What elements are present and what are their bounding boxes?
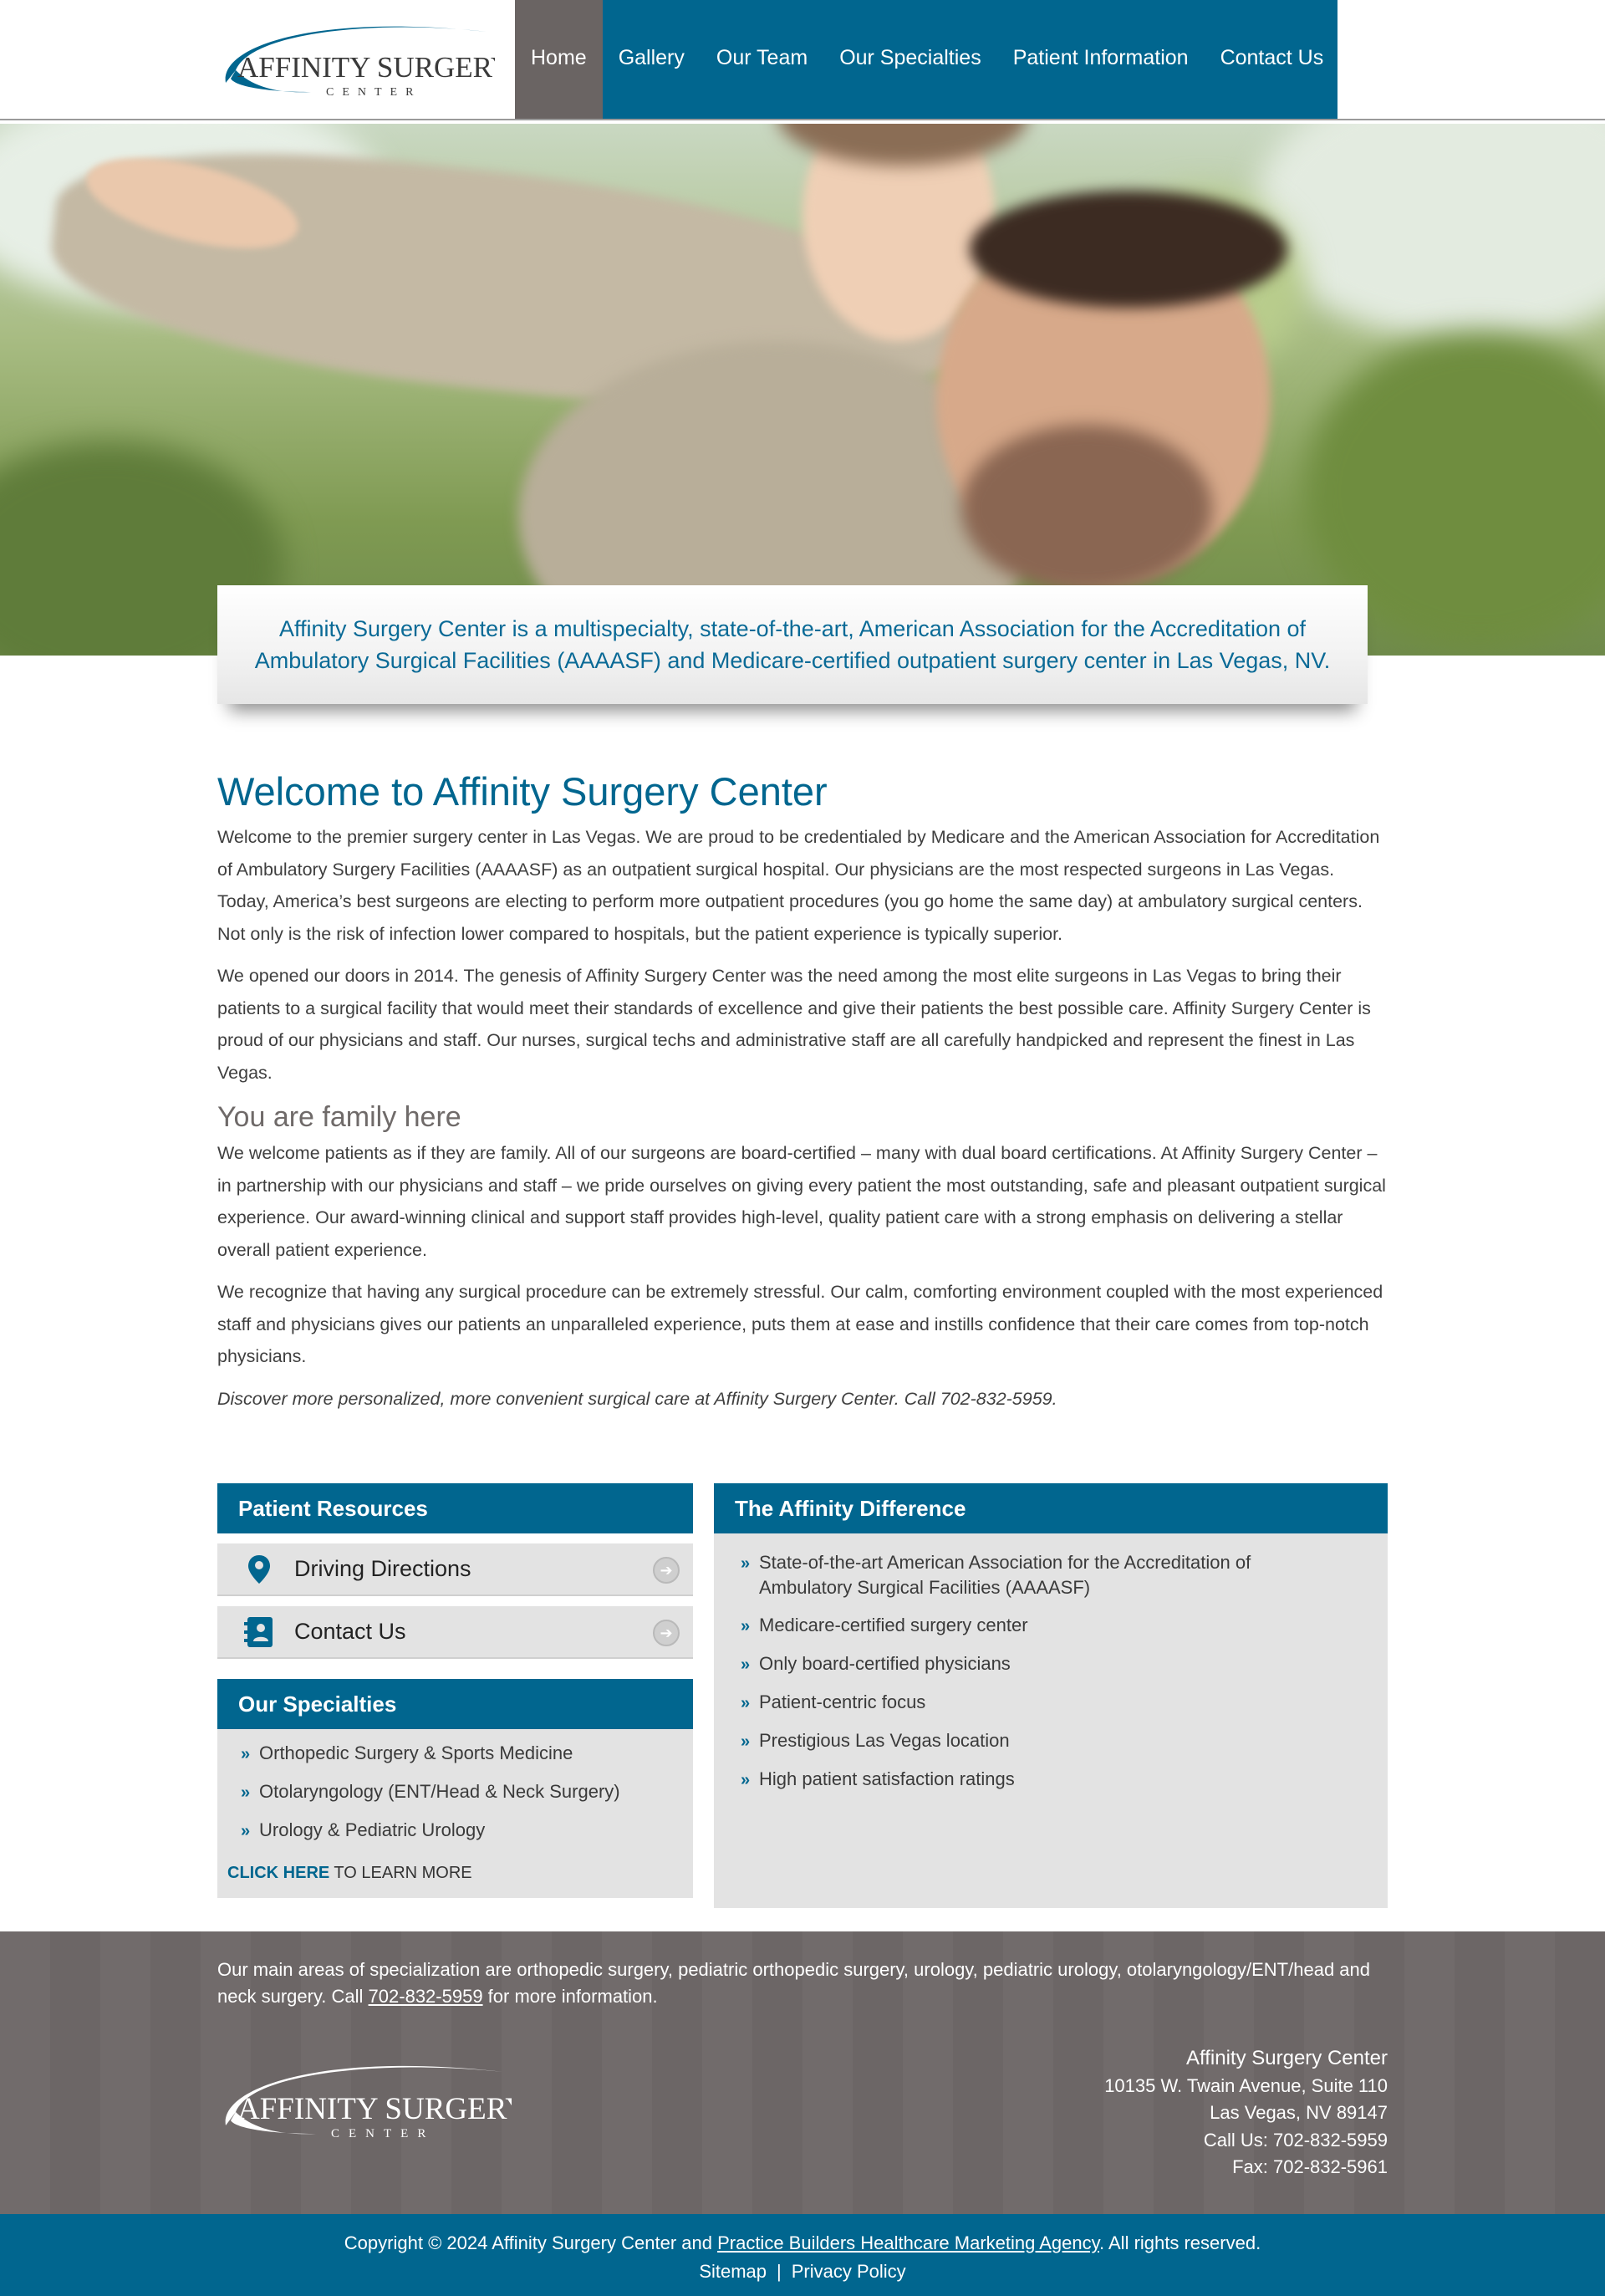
double-chevron-icon: » [241, 1822, 251, 1840]
footer-specialization-text [217, 1957, 1388, 2010]
footer-links [0, 2258, 1605, 2286]
footer-text-after: for more information. [482, 1986, 658, 2007]
list-item [741, 1690, 1388, 1716]
site-header [0, 0, 1605, 120]
family-paragraph: We welcome patients as if they are family. All of our surgeons are board-certified – many with dual board certifications. At Affinity Surgery Center – in partnership with our physicians and staff – we pride ourselves on giving every patient the most outstanding, safe and pleasant outpatient surgical experience. Our award-winning clinical and support staff provides high-level, quality patient care with a strong emphasis on delivering a stellar overall patient experience. [217, 1143, 1386, 1260]
link-separator: | [777, 2261, 782, 2282]
map-pin-icon [234, 1544, 284, 1594]
list-item[interactable] [217, 1779, 693, 1805]
double-chevron-icon: » [741, 1771, 751, 1789]
specialties-heading: Our Specialties [217, 1679, 693, 1729]
double-chevron-icon: » [741, 1554, 751, 1573]
address-name: Affinity Surgery Center [1186, 2047, 1388, 2069]
specialty-label: Urology & Pediatric Urology [259, 1819, 486, 1840]
specialty-label: Otolaryngology (ENT/Head & Neck Surgery) [259, 1781, 620, 1802]
sitemap-link[interactable]: Sitemap [699, 2261, 767, 2282]
left-column [217, 1483, 693, 1898]
list-item[interactable] [217, 1741, 693, 1767]
list-item [741, 1550, 1388, 1600]
difference-label: Medicare-certified surgery center [759, 1615, 1028, 1635]
list-item [741, 1728, 1388, 1754]
list-item [741, 1613, 1388, 1639]
double-chevron-icon: » [741, 1732, 751, 1751]
list-item [741, 1651, 1388, 1677]
care-paragraph: We recognize that having any surgical procedure can be extremely stressful. Our calm, comforting environment coupled with the most experienced staff and physicians gives our patients an unparalleled experience, puts them at ease and instills confidence that their care comes from top-notch physicians. [217, 1282, 1383, 1366]
specialties-box [217, 1679, 693, 1898]
privacy-policy-link[interactable]: Privacy Policy [791, 2261, 906, 2282]
nav-our-team[interactable]: Our Team [716, 46, 808, 69]
contact-us-link[interactable] [217, 1606, 693, 1659]
affinity-difference-heading: The Affinity Difference [714, 1483, 1388, 1533]
contact-us-label: Contact Us [294, 1619, 406, 1644]
contact-book-icon [234, 1607, 284, 1657]
specialty-label: Orthopedic Surgery & Sports Medicine [259, 1742, 573, 1763]
address-fax: Fax: 702-832-5961 [1232, 2156, 1388, 2177]
copyright-bar [0, 2214, 1605, 2296]
affinity-difference-box [714, 1483, 1388, 1908]
double-chevron-icon: » [241, 1783, 251, 1802]
address-street: 10135 W. Twain Avenue, Suite 110 [1104, 2074, 1388, 2096]
address-phone[interactable]: Call Us: 702-832-5959 [1203, 2129, 1388, 2151]
patient-resources-heading: Patient Resources [217, 1483, 693, 1533]
copyright-line [0, 2229, 1605, 2258]
list-item[interactable] [217, 1818, 693, 1844]
section-subtitle: You are family here [217, 1101, 461, 1133]
nav-our-specialties[interactable]: Our Specialties [839, 46, 981, 69]
nav-contact-us[interactable]: Contact Us [1220, 46, 1324, 69]
address-city: Las Vegas, NV 89147 [1210, 2102, 1388, 2123]
page-title: Welcome to Affinity Surgery Center [217, 769, 828, 814]
footer-text-before: Our main areas of specialization are orthopedic surgery, pediatric orthopedic surgery, urology, pediatric urology, otolaryngology/ENT/head and neck surgery. Call [217, 1959, 1370, 2007]
affinity-difference-list [714, 1533, 1388, 1793]
double-chevron-icon: » [741, 1656, 751, 1674]
difference-label: High patient satisfaction ratings [759, 1768, 1015, 1789]
learn-more-text: TO LEARN MORE [329, 1864, 472, 1882]
site-footer [0, 1931, 1605, 2214]
nav-gallery[interactable]: Gallery [618, 46, 685, 69]
call-to-action-paragraph: Discover more personalized, more convenient surgical care at Affinity Surgery Center. Call 702-832-5959. [217, 1388, 1057, 1409]
difference-label: Prestigious Las Vegas location [759, 1730, 1010, 1751]
agency-link[interactable]: Practice Builders Healthcare Marketing Agency [717, 2232, 1099, 2253]
nav-patient-information[interactable]: Patient Information [1012, 46, 1189, 69]
double-chevron-icon: » [241, 1745, 251, 1763]
footer-logo[interactable] [219, 2049, 512, 2149]
difference-label: Patient-centric focus [759, 1691, 926, 1712]
history-paragraph: We opened our doors in 2014. The genesis of Affinity Surgery Center was the need among the most elite surgeons in Las Vegas to bring their patients to a surgical facility that would meet their standards of excellence and give their patients the best possible care. Affinity Surgery Center is proud of our physicians and staff. Our nurses, surgical techs and administrative staff are all carefully handpicked and represent the finest in Las Vegas. [217, 966, 1371, 1083]
copyright-text-before: Copyright © 2024 Affinity Surgery Center and [344, 2232, 718, 2253]
arrow-right-icon: ➔ [653, 1620, 680, 1646]
learn-more [217, 1864, 693, 1883]
double-chevron-icon: » [741, 1694, 751, 1712]
svg-text:CENTER: CENTER [326, 86, 422, 99]
hero-image [0, 124, 1605, 656]
driving-directions-label: Driving Directions [294, 1556, 471, 1581]
specialties-list [217, 1729, 693, 1898]
footer-address [1104, 2045, 1388, 2181]
click-here-link[interactable]: CLICK HERE [227, 1864, 330, 1882]
hero-tagline: Affinity Surgery Center is a multispecialty, state-of-the-art, American Association for the Accreditation of Ambulatory Surgical Facilities (AAAASF) and Medicare-certified outpatient surgery center in Las Vegas, NV. [254, 616, 1331, 673]
difference-label: Only board-certified physicians [759, 1653, 1011, 1674]
site-logo[interactable] [219, 12, 495, 104]
svg-text:AFFINITY SURGERY: AFFINITY SURGERY [237, 2092, 512, 2126]
driving-directions-link[interactable] [217, 1543, 693, 1596]
copyright-text-after: . All rights reserved. [1099, 2232, 1261, 2253]
double-chevron-icon: » [741, 1617, 751, 1635]
main-content [217, 766, 1388, 1425]
nav-home[interactable]: Home [515, 0, 603, 119]
footer-phone-link[interactable]: 702-832-5959 [368, 1986, 483, 2007]
hero-tagline-box [217, 585, 1368, 704]
main-nav [515, 0, 1338, 119]
difference-label: State-of-the-art American Association for the Accreditation of Ambulatory Surgical Facilities (AAAASF) [759, 1552, 1251, 1598]
list-item [741, 1767, 1388, 1793]
intro-paragraph: Welcome to the premier surgery center in Las Vegas. We are proud to be credentialed by Medicare and the American Association for Accreditation of Ambulatory Surgery Facilities (AAAASF) as an outpatient surgical hospital. Our physicians are the most respected surgeons in Las Vegas. Today, America’s best surgeons are electing to perform more outpatient procedures (you go home the same day) at ambulatory surgical centers. Not only is the risk of infection lower compared to hospitals, but the patient experience is typically superior. [217, 827, 1380, 944]
svg-text:CENTER: CENTER [331, 2127, 436, 2140]
svg-text:AFFINITY SURGERY: AFFINITY SURGERY [237, 51, 495, 84]
arrow-right-icon: ➔ [653, 1557, 680, 1584]
